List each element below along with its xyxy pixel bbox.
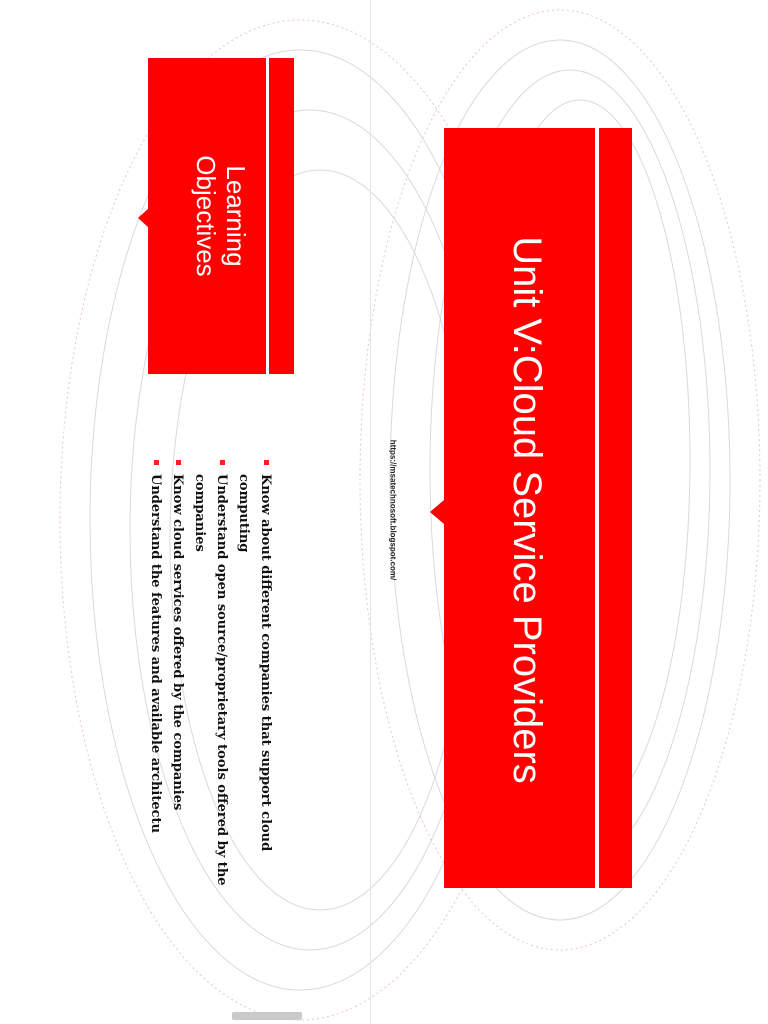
list-item [166,460,188,900]
objectives-list [144,460,276,900]
list-item [232,460,276,900]
list-item [188,460,232,900]
bullet-marker [154,460,159,465]
bullet-text: Know cloud services offered by the companies [170,474,185,811]
bullet-text: Understand the features and available architectu [148,474,163,834]
bullet-marker [176,460,181,465]
source-url-link[interactable]: https://msatechnosoft.blogspot.com/ [388,439,398,581]
list-item [144,460,166,900]
bullet-text: Know about different companies that support cloud computing [236,474,273,852]
band-stripe [595,128,599,888]
slide-title: Unit V:Cloud Service Providers [505,236,549,784]
objectives-band-notch [138,208,149,228]
title-band-notch [430,500,444,524]
slide-divider [370,0,371,1024]
bullet-marker [220,460,225,465]
bullet-text: Understand open source/proprietary tools offered by the companies [192,474,229,886]
scrollbar-thumb[interactable] [232,1012,302,1020]
band-stripe [266,58,269,374]
objectives-heading: Learning Objectives [191,155,251,277]
bullet-marker [264,460,269,465]
